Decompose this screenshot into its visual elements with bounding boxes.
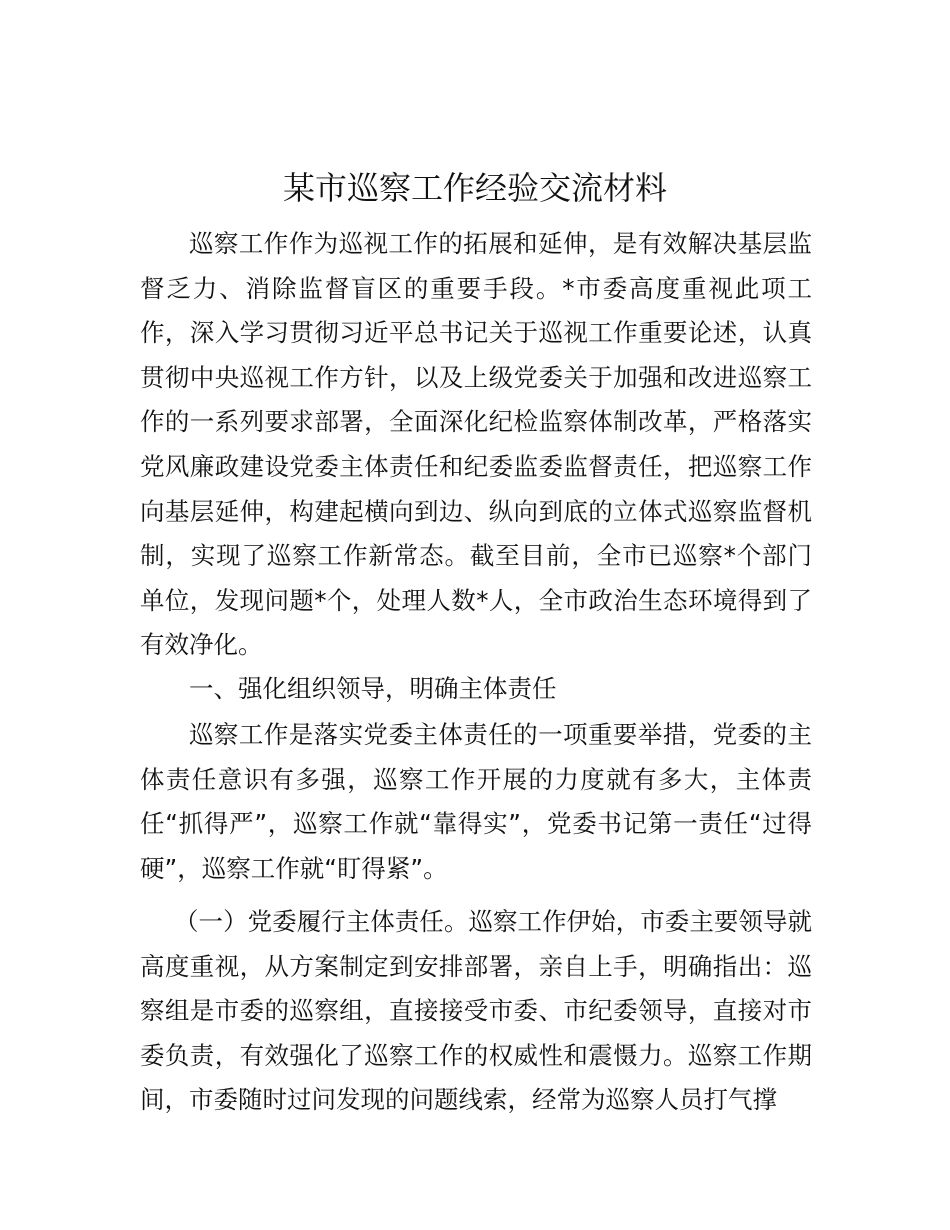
section-heading: 一、强化组织领导，明确主体责任	[189, 674, 557, 703]
subsection-paragraph: （一）党委履行主体责任。巡察工作伊始，市委主要领导就高度重视，从方案制定到安排部署，亲自上手，明确指出：巡察组是市委的巡察组，直接接受市委、市纪委领导，直接对市委负责，有效强化了巡察工作的权威性和震慑力。巡察工作期间，市委随时过问发现的问题线索，经常为巡察人员打气撑	[140, 907, 812, 1115]
intro-paragraph: 巡察工作作为巡视工作的拓展和延伸，是有效解决基层监督乏力、消除监督盲区的重要手段。*市委高度重视此项工作，深入学习贯彻习近平总书记关于巡视工作重要论述，认真贯彻中央巡视工作方针，以及上级党委关于加强和改进巡察工作的一系列要求部署，全面深化纪检监察体制改革，严格落实党风廉政建设党委主体责任和纪委监委监督责任，把巡察工作向基层延伸，构建起横向到边、纵向到底的立体式巡察监督机制，实现了巡察工作新常态。截至目前，全市已巡察*个部门单位，发现问题*个，处理人数*人，全市政治生态环境得到了有效净化。	[140, 229, 812, 660]
document-title: 某市巡察工作经验交流材料	[282, 169, 667, 207]
section-paragraph: 巡察工作是落实党委主体责任的一项重要举措，党委的主体责任意识有多强，巡察工作开展的力度就有多大，主体责任“抓得严”，巡察工作就“靠得实”，党委书记第一责任“过得硬”，巡察工作就“盯得紧”。	[140, 720, 812, 883]
